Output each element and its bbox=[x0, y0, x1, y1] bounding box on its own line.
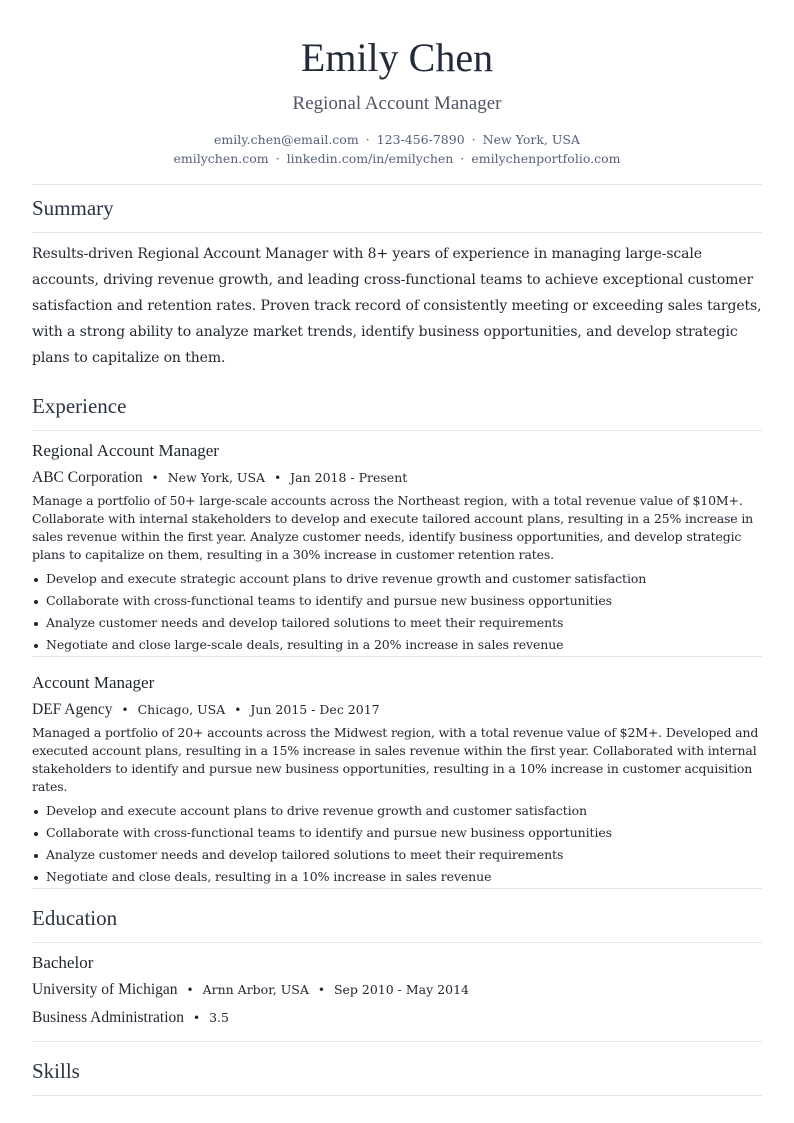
location: New York, USA bbox=[482, 132, 580, 147]
school-dates: Sep 2010 - May 2014 bbox=[333, 982, 469, 997]
section-end-divider bbox=[32, 1041, 762, 1042]
section-divider bbox=[32, 942, 762, 943]
section-end-divider bbox=[32, 888, 762, 889]
job-dates: Jun 2015 - Dec 2017 bbox=[250, 702, 380, 717]
contact-separator: · bbox=[275, 151, 280, 166]
list-item: Negotiate and close large-scale deals, resulting in a 20% increase in sales revenue bbox=[32, 634, 762, 656]
meta-bullet: • bbox=[151, 471, 159, 485]
phone-number[interactable]: 123-456-7890 bbox=[376, 132, 465, 147]
gpa: 3.5 bbox=[209, 1010, 229, 1025]
list-item: Analyze customer needs and develop tailored solutions to meet their requirements bbox=[32, 612, 762, 634]
field-of-study: Business Administration bbox=[32, 1009, 184, 1026]
job-location: Chicago, USA bbox=[137, 702, 226, 717]
job-entry bbox=[32, 431, 762, 656]
summary-heading: Summary bbox=[32, 196, 114, 220]
school-location: Arnn Arbor, USA bbox=[202, 982, 309, 997]
section-divider bbox=[32, 232, 762, 233]
portfolio-link[interactable]: emilychenportfolio.com bbox=[471, 151, 621, 166]
job-meta bbox=[32, 697, 762, 722]
list-item: Collaborate with cross-functional teams to identify and pursue new business opportunities bbox=[32, 822, 762, 844]
contact-separator: · bbox=[460, 151, 465, 166]
section-divider bbox=[32, 1095, 762, 1096]
skills-section bbox=[32, 1048, 762, 1096]
meta-bullet: • bbox=[121, 703, 129, 717]
job-description: Manage a portfolio of 50+ large-scale accounts across the Northeast region, with a total revenue value of $10M+. Collaborate with internal stakeholders to develop and execute tailored account plans, resulting in a 25% increase in sales revenue within the first year. Analyze customer needs, identify business opportunities, and develop strategic plans to capitalize on them, resulting in a 30% increase in customer retention rates. bbox=[32, 493, 754, 562]
list-item: Develop and execute strategic account plans to drive revenue growth and customer satisfaction bbox=[32, 568, 762, 590]
meta-bullet: • bbox=[234, 703, 242, 717]
job-dates: Jan 2018 - Present bbox=[290, 470, 408, 485]
job-title: Regional Account Manager bbox=[32, 441, 219, 460]
education-heading: Education bbox=[32, 906, 118, 930]
job-description: Managed a portfolio of 20+ accounts across the Midwest region, with a total revenue value of $2M+. Developed and executed account plans, resulting in a 15% increase in sales revenue within the first year. Collaborated with internal stakeholders to identify and pursue new business opportunities, resulting in a 10% increase in customer acquisition rates. bbox=[32, 725, 759, 794]
job-title: Account Manager bbox=[32, 673, 155, 692]
contact-row-primary bbox=[32, 130, 762, 149]
website-link[interactable]: emilychen.com bbox=[173, 151, 269, 166]
meta-bullet: • bbox=[274, 471, 282, 485]
list-item: Analyze customer needs and develop tailored solutions to meet their requirements bbox=[32, 844, 762, 866]
job-location: New York, USA bbox=[167, 470, 266, 485]
degree: Bachelor bbox=[32, 953, 94, 972]
job-bullets bbox=[32, 800, 762, 888]
job-bullets bbox=[32, 568, 762, 656]
contact-row-secondary bbox=[32, 149, 762, 168]
education-section bbox=[32, 895, 762, 1042]
meta-bullet: • bbox=[317, 983, 325, 997]
company-name: DEF Agency bbox=[32, 701, 113, 718]
meta-bullet: • bbox=[193, 1011, 201, 1025]
email-link[interactable]: emily.chen@email.com bbox=[214, 132, 359, 147]
job-entry bbox=[32, 657, 762, 888]
school-line bbox=[32, 976, 762, 1003]
field-line bbox=[32, 1004, 762, 1031]
resume-header bbox=[32, 34, 762, 168]
school-name: University of Michigan bbox=[32, 981, 178, 998]
job-meta bbox=[32, 465, 762, 490]
contact-separator: · bbox=[471, 132, 476, 147]
experience-section bbox=[32, 383, 762, 889]
linkedin-link[interactable]: linkedin.com/in/emilychen bbox=[286, 151, 454, 166]
summary-text: Results-driven Regional Account Manager with 8+ years of experience in managing large-scale accounts, driving revenue growth, and leading cross-functional teams to achieve exceptional customer satisfaction and retention rates. Proven track record of consistently meeting or exceeding sales targets, with a strong ability to analyze market trends, identify business opportunities, and develop strategic plans to capitalize on them. bbox=[32, 246, 762, 366]
experience-heading: Experience bbox=[32, 394, 127, 418]
candidate-title: Regional Account Manager bbox=[292, 93, 502, 114]
meta-bullet: • bbox=[186, 983, 194, 997]
list-item: Develop and execute account plans to drive revenue growth and customer satisfaction bbox=[32, 800, 762, 822]
list-item: Negotiate and close deals, resulting in a 10% increase in sales revenue bbox=[32, 866, 762, 888]
candidate-name: Emily Chen bbox=[300, 35, 494, 80]
company-name: ABC Corporation bbox=[32, 469, 143, 486]
skills-heading: Skills bbox=[32, 1059, 80, 1083]
list-item: Collaborate with cross-functional teams to identify and pursue new business opportunities bbox=[32, 590, 762, 612]
contact-separator: · bbox=[365, 132, 370, 147]
summary-section bbox=[32, 185, 762, 371]
